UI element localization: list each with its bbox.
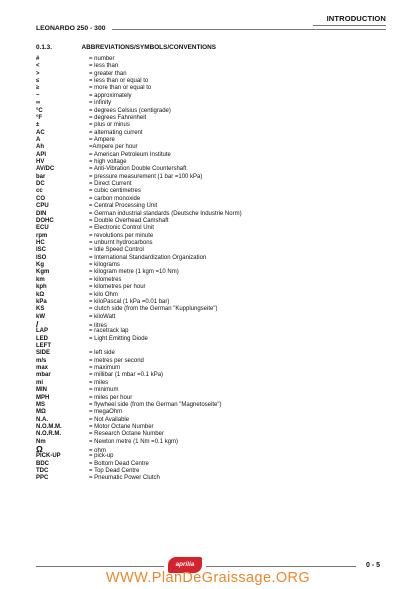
abbreviation-row	[36, 475, 386, 482]
abbreviation-term: ±	[36, 122, 40, 129]
abbreviation-term: LED	[36, 335, 48, 342]
abbreviation-term: ISC	[36, 247, 47, 254]
abbreviation-row	[36, 350, 386, 357]
abbreviation-term: <	[36, 63, 40, 70]
abbreviation-definition: = American Petroleum Institute	[89, 151, 171, 158]
abbreviation-definition: = greater than	[89, 70, 127, 77]
abbreviation-term: DOHC	[36, 217, 54, 224]
section-number: 0.1.3.	[36, 44, 52, 51]
abbreviation-term: Nm	[36, 438, 46, 445]
abbreviation-term: HV	[36, 159, 45, 166]
abbreviation-term: Ah	[36, 144, 44, 151]
abbreviation-definition: = megaOhm	[89, 409, 123, 416]
abbreviation-term: m/s	[36, 357, 47, 364]
abbreviation-term: CPU	[36, 203, 49, 210]
abbreviation-definition: = minimum	[89, 387, 119, 394]
abbreviation-term: °F	[36, 114, 43, 121]
abbreviation-definition: = racetrack lap	[89, 328, 129, 335]
abbreviation-definition: = degrees Fahrenheit	[89, 114, 147, 121]
abbreviation-row	[36, 269, 386, 276]
footer-rule-right	[206, 566, 356, 567]
abbreviation-term: Kgm	[36, 269, 50, 276]
abbreviation-definition: = revolutions per minute	[89, 232, 154, 239]
abbreviation-term: Kg	[36, 262, 44, 269]
abbreviation-term: >	[36, 70, 40, 77]
abbreviation-definition: = Bottom Dead Centre	[89, 460, 149, 467]
abbreviation-row	[36, 284, 386, 291]
abbreviation-row	[36, 336, 386, 343]
page-header	[36, 14, 386, 36]
abbreviation-definition: = alternating current	[89, 129, 143, 136]
abbreviation-row	[36, 211, 386, 218]
abbreviation-row	[36, 380, 386, 387]
abbreviation-definition: = approximately	[89, 92, 132, 99]
abbreviation-definition: = Top Dead Centre	[89, 468, 140, 475]
abbreviation-row	[36, 277, 386, 284]
abbreviation-row	[36, 78, 386, 85]
abbreviation-row	[36, 181, 386, 188]
abbreviation-definition: = miles per hour	[89, 394, 133, 401]
abbreviation-row	[36, 387, 386, 394]
abbreviation-row	[36, 240, 386, 247]
abbreviation-definition: = Light Emitting Diode	[89, 335, 148, 342]
abbreviation-term: MS	[36, 401, 45, 408]
page-number: 0 - 5	[365, 562, 380, 569]
abbreviation-definition: = kilograms	[89, 262, 120, 269]
abbreviation-term: PICK-UP	[36, 453, 61, 460]
footer-rule-left	[36, 566, 164, 567]
abbreviation-definition: = Double Overhead Camshaft	[89, 217, 169, 224]
abbreviation-row	[36, 299, 386, 306]
abbreviation-definition: = Research Octane Number	[89, 431, 164, 438]
abbreviation-term: API	[36, 151, 47, 158]
abbreviation-row	[36, 100, 386, 107]
abbreviation-row	[36, 85, 386, 92]
abbreviation-row	[36, 63, 386, 70]
abbreviation-row	[36, 431, 386, 438]
abbreviation-term: MPH	[36, 394, 50, 401]
abbreviation-row	[36, 71, 386, 78]
abbreviation-definition: = clutch side (from the German "Kupplungseite")	[89, 306, 218, 313]
abbreviation-row	[36, 166, 386, 173]
abbreviation-term: ≤	[36, 78, 40, 85]
abbreviation-definition: = Not Available	[89, 416, 130, 423]
abbreviation-definition: = Idle Speed Control	[89, 247, 144, 254]
abbreviation-term: MΩ	[36, 409, 46, 416]
abbreviation-row	[36, 446, 386, 453]
abbreviation-definition: = number	[89, 56, 115, 62]
abbreviation-definition: = high voltage	[89, 159, 127, 166]
abbreviation-row	[36, 93, 386, 100]
abbreviation-term: LEFT	[36, 343, 51, 350]
header-rule	[112, 29, 386, 30]
abbreviation-row	[36, 343, 386, 350]
abbreviation-term: kph	[36, 284, 47, 291]
abbreviation-definition: = kilometres per hour	[89, 284, 146, 291]
abbreviation-definition: = pick-up	[89, 453, 114, 460]
section-heading	[36, 44, 216, 51]
abbreviation-row	[36, 203, 386, 210]
abbreviation-term: A	[36, 136, 41, 143]
abbreviation-row	[36, 262, 386, 269]
abbreviation-row	[36, 188, 386, 195]
abbreviation-definition: = cubic centimetres	[89, 188, 141, 195]
abbreviation-row	[36, 402, 386, 409]
abbreviation-term: cc	[36, 188, 43, 195]
abbreviation-definition: = kilogram metre (1 kgm =10 Nm)	[89, 269, 179, 276]
abbreviation-definition: = Ampere	[89, 136, 115, 143]
abbreviation-term: AV/DC	[36, 166, 55, 173]
abbreviation-term: CO	[36, 195, 45, 202]
abbreviation-term: DC	[36, 181, 45, 188]
abbreviation-term: AC	[36, 129, 45, 136]
abbreviation-row	[36, 318, 386, 329]
abbreviation-definition: =Ampere per hour	[89, 144, 138, 151]
abbreviation-definition: = maximum	[89, 365, 121, 372]
abbreviation-row	[36, 247, 386, 254]
abbreviation-term: /	[36, 318, 39, 329]
abbreviation-row	[36, 453, 386, 460]
abbreviation-definition: = degrees Celsius (centigrade)	[89, 107, 171, 114]
abbreviation-row	[36, 417, 386, 424]
abbreviation-row	[36, 255, 386, 262]
abbreviation-term: SIDE	[36, 350, 51, 357]
abbreviation-term: ≥	[36, 85, 40, 92]
abbreviation-term: TDC	[36, 468, 49, 475]
abbreviation-row	[36, 328, 386, 335]
abbreviation-term: kΩ	[36, 291, 45, 298]
abbreviation-row	[36, 461, 386, 468]
abbreviation-term: N.A.	[36, 416, 48, 423]
abbreviation-row	[36, 306, 386, 313]
section-title: ABBREVIATIONS/SYMBOLS/CONVENTIONS	[81, 44, 216, 51]
abbreviation-definition: = infinity	[89, 100, 112, 107]
abbreviation-definition: = metres per second	[89, 357, 144, 364]
abbreviation-row	[36, 137, 386, 144]
abbreviation-definition: = more than or equal to	[89, 85, 152, 92]
model-title: LEONARDO 250 - 300	[36, 25, 106, 32]
abbreviation-term: ECU	[36, 225, 49, 232]
abbreviation-row	[36, 233, 386, 240]
abbreviation-term: KS	[36, 306, 45, 313]
abbreviation-definition: = Central Processing Unit	[89, 203, 158, 210]
abbreviation-row	[36, 115, 386, 122]
abbreviation-row	[36, 395, 386, 402]
abbreviation-term: °C	[36, 107, 43, 114]
abbreviation-term: mbar	[36, 372, 51, 379]
abbreviation-row	[36, 314, 386, 321]
abbreviation-row	[36, 439, 386, 446]
abbreviation-definition: = kilometres	[89, 276, 122, 283]
abbreviation-row	[36, 152, 386, 159]
abbreviation-term: km	[36, 276, 45, 283]
abbreviation-term: kPa	[36, 298, 47, 305]
abbreviation-definition: = kiloWatt	[89, 313, 116, 320]
abbreviation-definition: = Motor Octane Number	[89, 423, 154, 430]
watermark: WWW.PlanDeGraissage.ORG	[105, 570, 311, 586]
abbreviation-row	[36, 372, 386, 379]
abbreviation-term: #	[36, 56, 40, 62]
abbreviation-term: N.O.M.M.	[36, 423, 62, 430]
abbreviation-row	[36, 108, 386, 115]
abbreviation-row	[36, 56, 386, 63]
chapter-title: INTRODUCTION	[313, 14, 386, 26]
abbreviation-row	[36, 468, 386, 475]
abbreviation-row	[36, 174, 386, 181]
abbreviation-row	[36, 225, 386, 232]
abbreviation-row	[36, 122, 386, 129]
abbreviation-row	[36, 218, 386, 225]
abbreviation-definition: = less than	[89, 63, 119, 70]
abbreviation-definition: = ohm	[89, 448, 106, 455]
abbreviation-term: rpm	[36, 232, 48, 239]
abbreviation-row	[36, 196, 386, 203]
abbreviation-term: DIN	[36, 210, 47, 217]
abbreviation-definition: = kiloPascal (1 kPa =0.01 bar)	[89, 298, 170, 305]
abbreviation-definition: = plus or minus	[89, 122, 130, 129]
abbreviation-definition: = Anti-Vibration Double Countershaft	[89, 166, 187, 173]
abbreviation-term: ~	[36, 92, 40, 99]
abbreviation-definition: = litres	[89, 322, 107, 329]
abbreviation-row	[36, 409, 386, 416]
abbreviation-definition: = Newton metre (1 Nm =0.1 kgm)	[89, 438, 179, 445]
abbreviation-definition: = International Standardization Organization	[89, 254, 207, 261]
abbreviation-definition: = flywheel side (from the German "Magnetoseite")	[89, 401, 222, 408]
abbreviation-definition: = carbon monoxide	[89, 195, 141, 202]
abbreviation-row	[36, 144, 386, 151]
abbreviation-term: PPC	[36, 475, 49, 482]
abbreviation-row	[36, 159, 386, 166]
abbreviation-list	[36, 56, 386, 483]
abbreviation-definition: = Electronic Control Unit	[89, 225, 154, 232]
abbreviation-term: N.O.R.M.	[36, 431, 61, 438]
abbreviation-definition: = German industrial standards (Deutsche Industrie Norm)	[89, 210, 242, 217]
abbreviation-definition: = kilo Ohm	[89, 291, 118, 298]
abbreviation-row	[36, 130, 386, 137]
abbreviation-term: MIN	[36, 387, 47, 394]
abbreviation-definition: = Direct Current	[89, 181, 132, 188]
abbreviation-term: LAP	[36, 328, 48, 335]
abbreviation-term: HC	[36, 239, 45, 246]
abbreviation-row	[36, 292, 386, 299]
abbreviation-definition: = pressure measurement (1 bar =100 kPa)	[89, 173, 203, 180]
abbreviation-definition: = unburnt hydrocarbons	[89, 239, 153, 246]
abbreviation-term: bar	[36, 173, 46, 180]
abbreviation-term: ∞	[36, 100, 41, 107]
abbreviation-term: max	[36, 365, 49, 372]
abbreviation-term: kW	[36, 313, 45, 320]
abbreviation-definition: = miles	[89, 379, 109, 386]
abbreviation-row	[36, 365, 386, 372]
abbreviation-row	[36, 424, 386, 431]
abbreviation-definition: = less than or equal to	[89, 78, 149, 85]
aprilia-logo: aprilia	[168, 557, 202, 573]
abbreviation-term: Ω	[36, 444, 43, 455]
abbreviation-term: mi	[36, 379, 44, 386]
abbreviation-row	[36, 358, 386, 365]
abbreviation-definition: = left side	[89, 350, 115, 357]
abbreviation-term: BDC	[36, 460, 49, 467]
abbreviation-term: ISO	[36, 254, 47, 261]
abbreviation-definition: = Pneumatic Power Clutch	[89, 475, 160, 482]
abbreviation-definition: = millibar (1 mbar =0.1 kPa)	[89, 372, 164, 379]
